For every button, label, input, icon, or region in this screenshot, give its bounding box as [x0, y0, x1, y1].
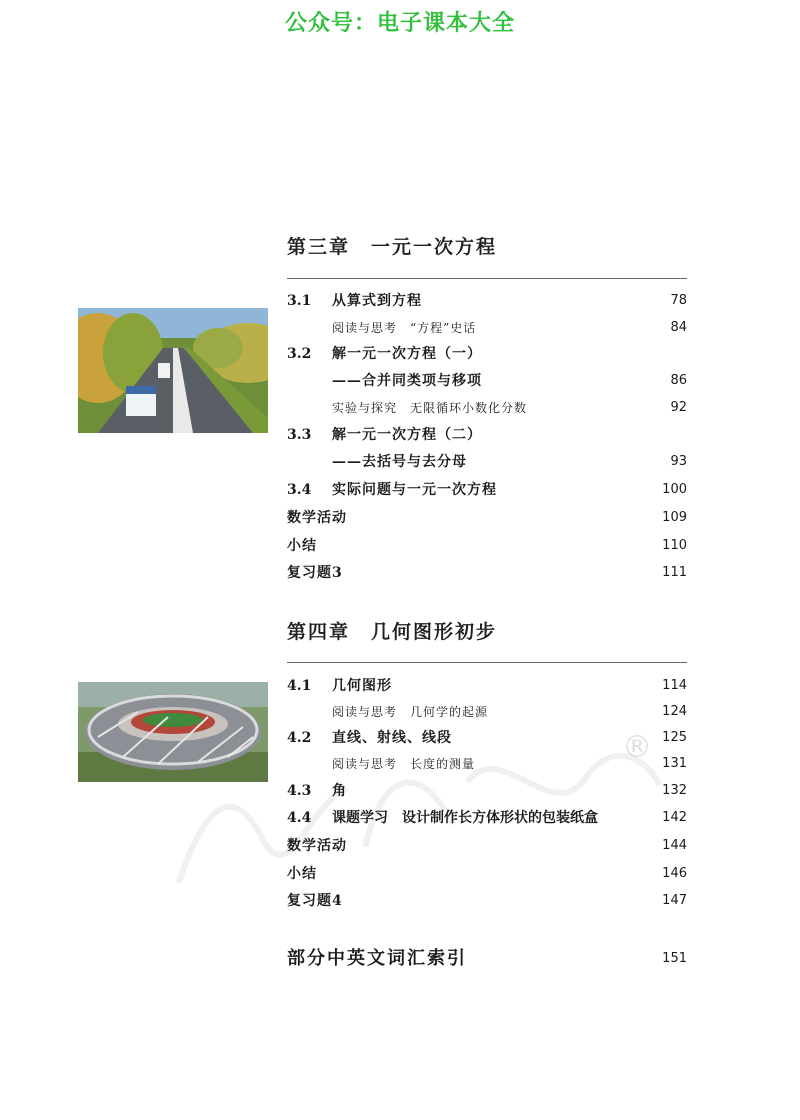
toc-section-number: 4.1 [287, 678, 312, 694]
toc-entry[interactable] [287, 675, 687, 697]
toc-entry-title: ——合并同类项与移项 [332, 373, 482, 389]
toc-entry-title: 解一元一次方程（一） [332, 346, 482, 362]
toc-entry-title: 实验与探究 无限循环小数化分数 [332, 401, 528, 415]
toc-entry-title: 实际问题与一元一次方程 [332, 482, 497, 498]
toc-section-number: 3.2 [287, 346, 312, 362]
toc-page-number: 114 [662, 678, 687, 693]
toc-entry[interactable] [287, 451, 687, 473]
toc-entry-title: ——去括号与去分母 [332, 454, 467, 470]
toc-entry-title: 解一元一次方程（二） [332, 427, 482, 443]
toc-page-number: 109 [662, 510, 687, 525]
toc-page-number: 100 [662, 482, 687, 497]
toc-entry-title: 复习题3 [287, 565, 343, 581]
toc-section-number: 4.3 [287, 783, 312, 799]
toc-page-number: 125 [662, 730, 687, 745]
header-banner: 公众号：电子课本大全 [284, 11, 515, 36]
toc-entry-title: 数学活动 [287, 510, 347, 526]
chapter-4-title: 第四章 几何图形初步 [287, 621, 498, 643]
toc-entry[interactable] [287, 370, 687, 392]
toc-section-number: 4.4 [287, 810, 312, 826]
toc-appendix-title: 部分中英文词汇索引 [287, 948, 467, 969]
toc-entry-title: 阅读与思考 长度的测量 [332, 757, 476, 771]
toc-page-number: 111 [662, 565, 687, 580]
toc-page-number: 92 [670, 400, 687, 415]
toc-entry-title: 课题学习 设计制作长方体形状的包装纸盒 [332, 810, 598, 826]
toc-page-number: 93 [670, 454, 687, 469]
toc-page-number: 147 [662, 893, 687, 908]
toc-entry-title: 角 [332, 783, 347, 799]
toc-entry-title: 小结 [287, 866, 317, 882]
chapter-4-divider [287, 662, 687, 663]
toc-appendix[interactable] [287, 945, 687, 973]
chapter-3-photo [78, 308, 268, 433]
toc-section-number: 3.3 [287, 427, 312, 443]
toc-page-number: 78 [670, 293, 687, 308]
registered-mark: ® [622, 730, 652, 765]
chapter-3-divider [287, 278, 687, 279]
toc-entry-title: 直线、射线、线段 [332, 730, 452, 746]
toc-section-number: 4.2 [287, 730, 312, 746]
toc-entry[interactable] [287, 535, 687, 557]
toc-page-number: 124 [662, 704, 687, 719]
toc-page-number: 84 [670, 320, 687, 335]
chapter-3-title: 第三章 一元一次方程 [287, 236, 498, 258]
toc-entry[interactable] [287, 290, 687, 312]
toc-page-number: 151 [662, 951, 687, 966]
toc-entry[interactable] [287, 479, 687, 501]
toc-entry-title: 几何图形 [332, 678, 392, 694]
toc-page-number: 142 [662, 810, 687, 825]
toc-entry[interactable] [287, 562, 687, 584]
toc-entry[interactable] [287, 397, 687, 419]
toc-entry-title: 小结 [287, 538, 317, 554]
toc-page-number: 132 [662, 783, 687, 798]
toc-section-number: 3.1 [287, 293, 312, 309]
toc-entry-title: 数学活动 [287, 838, 347, 854]
toc-entry-title: 从算式到方程 [332, 293, 422, 309]
toc-entry[interactable] [287, 317, 687, 339]
toc-entry[interactable] [287, 424, 687, 446]
toc-page-number: 146 [662, 866, 687, 881]
toc-page-number: 131 [662, 756, 687, 771]
toc-entry[interactable] [287, 890, 687, 912]
toc-entry-title: 阅读与思考 “方程”史话 [332, 321, 477, 335]
toc-entry-title: 复习题4 [287, 893, 343, 909]
toc-section-number: 3.4 [287, 482, 312, 498]
toc-entry-title: 阅读与思考 几何学的起源 [332, 705, 489, 719]
toc-entry[interactable] [287, 507, 687, 529]
toc-page-number: 144 [662, 838, 687, 853]
toc-page-number: 86 [670, 373, 687, 388]
toc-entry[interactable] [287, 343, 687, 365]
toc-page-number: 110 [662, 538, 687, 553]
